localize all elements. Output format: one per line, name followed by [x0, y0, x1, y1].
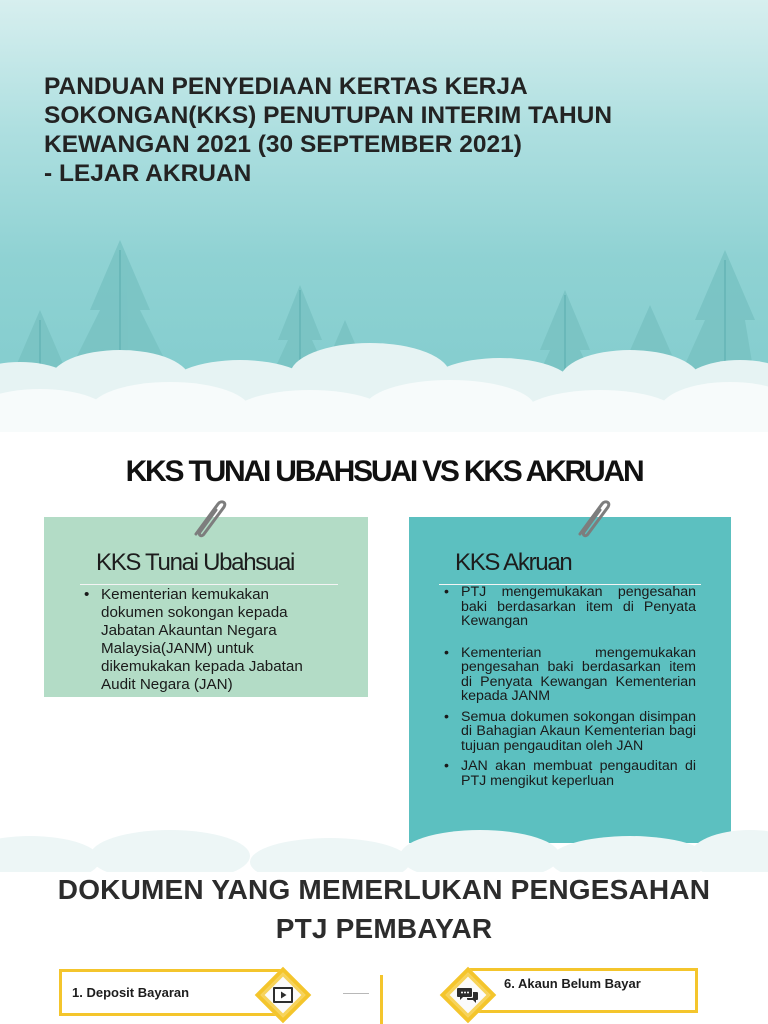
- page-title: [44, 72, 724, 188]
- card-divider: [80, 584, 338, 585]
- title-line-1: PANDUAN PENYEDIAAN KERTAS KERJA: [44, 73, 528, 100]
- documents-title-line-1: DOKUMEN YANG MEMERLUKAN PENGESAHAN: [57, 874, 711, 905]
- paperclip-icon: [570, 496, 614, 540]
- card-heading: KKS Akruan: [455, 549, 572, 576]
- card-heading: KKS Tunai Ubahsuai: [96, 549, 295, 576]
- card-bullet-list: [84, 586, 334, 694]
- document-item-akaun-belum-bayar[interactable]: [467, 968, 698, 1013]
- documents-title: [0, 870, 768, 948]
- title-line-2: SOKONGAN(KKS) PENUTUPAN INTERIM TAHUN: [44, 102, 613, 129]
- connector-line: [343, 993, 369, 994]
- kks-tunai-ubahsuai-card: [44, 517, 368, 697]
- forest-cloud-illustration: [0, 230, 768, 432]
- list-item: • PTJ mengemukakan pengesahan baki berdasarkan item di Penyata Kewangan: [444, 585, 696, 629]
- video-player-icon: [271, 983, 295, 1007]
- kks-akruan-card: [409, 517, 731, 843]
- list-item: • Semua dokumen sokongan disimpan di Bahagian Akaun Kementerian bagi tujuan pengauditan oleh JAN: [444, 710, 696, 754]
- list-item: • Kementerian mengemukakan pengesahan baki berdasarkan item di Penyata Kewangan Kementerian kepada JANM: [444, 646, 696, 704]
- hero-banner: [0, 0, 768, 432]
- list-item: • Kementerian kemukakan dokumen sokongan kepada Jabatan Akauntan Negara Malaysia(JANM) untuk dikemukakan kepada Jabatan Audit Negara (JAN): [84, 586, 334, 694]
- documents-title-line-2: PTJ PEMBAYAR: [275, 913, 493, 944]
- chat-bubbles-icon: [456, 983, 480, 1007]
- timeline-divider: [380, 975, 383, 1024]
- comparison-title: KKS TUNAI UBAHSUAI VS KKS AKRUAN: [125, 455, 643, 488]
- document-item-deposit-bayaran[interactable]: [59, 969, 283, 1016]
- title-line-4: - LEJAR AKRUAN: [44, 160, 252, 187]
- paperclip-icon: [186, 496, 230, 540]
- document-item-label: 6. Akaun Belum Bayar: [504, 976, 641, 991]
- card-bullet-list: [444, 585, 696, 788]
- list-item: • JAN akan membuat pengauditan di PTJ mengikut keperluan: [444, 759, 696, 788]
- title-line-3: KEWANGAN 2021 (30 SEPTEMBER 2021): [44, 131, 522, 158]
- document-item-label: 1. Deposit Bayaran: [72, 985, 190, 1000]
